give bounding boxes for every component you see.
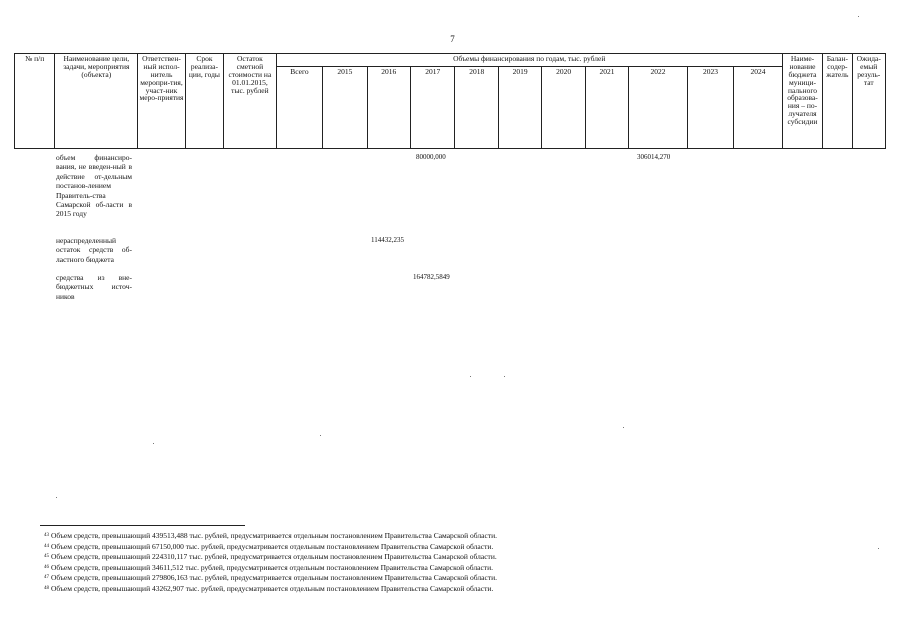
footnote: $^{45}$ Объем средств, превышающий 224310,117 тыс. рублей, предусматривается отдельным постановлением Правительства Самарской области.: [44, 552, 497, 561]
col-header-name: Наименование цели, задачи, мероприятия (объекта): [55, 54, 138, 149]
col-header-responsible: Ответствен-ный испол-нитель меропри-тия, участ-ник меро-приятия: [138, 54, 185, 149]
col-header-number: № п/п: [15, 54, 55, 149]
col-header-year: 2024: [734, 67, 783, 149]
footnote: $^{48}$ Объем средств, превышающий 43262,907 тыс. рублей, предусматривается отдельным постановлением Правительства Самарской области.: [44, 583, 494, 593]
col-header-year: 2020: [542, 67, 585, 149]
footnotes: [44, 531, 497, 594]
col-header-year: 2022: [629, 67, 688, 149]
scan-speck: [470, 376, 471, 377]
col-header-year: 2017: [411, 67, 455, 149]
footnote-separator: [40, 525, 245, 526]
footnote: $^{46}$ Объем средств, превышающий 34611,512 тыс. рублей, предусматривается отдельным постановлением Правительства Самарской области.: [44, 562, 493, 572]
col-header-year: 2015: [323, 67, 367, 149]
col-header-remaining-cost: Остаток сметной стоимости на 01.01.2015, тыс. рублей: [224, 54, 277, 149]
scan-speck: [504, 376, 505, 377]
row-label-unapproved-funding: объем финансиро-вания, не введен-ный в действие от-дельным постанов-лением Правитель-ства Самарской об-ласти в 2015 году: [56, 153, 132, 219]
footnote: $^{43}$ Объем средств, превышающий 439513,488 тыс. рублей, предусматривается отдельным постановлением Правительства Самарской области.: [44, 531, 497, 540]
scan-speck: [56, 497, 57, 498]
page-number: 7: [450, 34, 455, 44]
col-header-year: 2016: [367, 67, 410, 149]
col-header-expected-result: Ожида-емый резуль-тат: [852, 54, 886, 149]
col-header-financing-volume: Объемы финансирования по годам, тыс. рублей: [276, 54, 782, 67]
row-label-unallocated-balance: нераспределенный остаток средств об-ластного бюджета: [56, 236, 132, 264]
row-value-2017: 164782,5849: [413, 273, 450, 281]
scan-speck: [858, 16, 859, 17]
scan-speck: [153, 443, 154, 444]
col-header-balance-holder: Балан-содер-жатель: [823, 54, 852, 149]
scan-speck: [878, 548, 879, 549]
scan-speck: [320, 435, 321, 436]
col-header-budget-name: Наиме-нование бюджета муници-пального образова-ния – по-лучателя субсидии: [782, 54, 822, 149]
row-value-2017: 80000,000: [416, 153, 446, 161]
footnote: $^{44}$ Объем средств, превышающий 67150,000 тыс. рублей, предусматривается отдельным постановлением Правительства Самарской области.: [44, 541, 494, 551]
col-header-year: 2023: [687, 67, 733, 149]
row-label-extrabudgetary-sources: средства из вне-бюджетных источ-ников: [56, 273, 132, 301]
col-header-year: 2021: [585, 67, 628, 149]
col-header-term: Срок реализа-ции, годы: [185, 54, 223, 149]
col-header-total: Всего: [276, 67, 322, 149]
scan-speck: [623, 427, 624, 428]
row-value-2022: 306014,270: [637, 153, 671, 161]
col-header-year: 2018: [455, 67, 498, 149]
col-header-year: 2019: [498, 67, 541, 149]
financing-table-header: [14, 53, 886, 149]
row-value-2016: 114432,235: [371, 236, 404, 244]
footnote: $^{47}$ Объем средств, превышающий 279806,163 тыс. рублей, предусматривается отдельным постановлением Правительства Самарской области.: [44, 573, 497, 582]
